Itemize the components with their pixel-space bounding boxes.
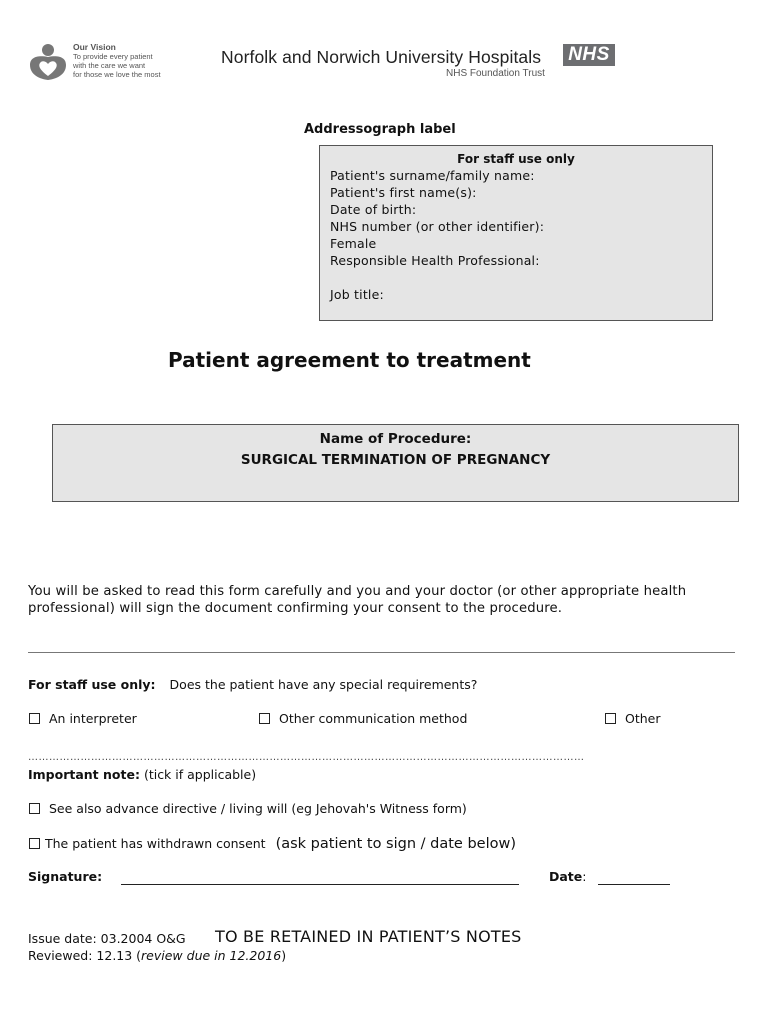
hospital-name: Norfolk and Norwich University Hospitals	[221, 47, 542, 67]
issue-date: Issue date: 03.2004 O&G	[28, 931, 186, 946]
page-title: Patient agreement to treatment	[168, 348, 531, 372]
special-requirements-question: Does the patient have any special requirements?	[169, 677, 478, 692]
dotted-separator: ……………………………………………………………………………………………………………………………………………	[28, 752, 585, 763]
addressograph-label: Addressograph label	[304, 122, 456, 137]
sex-field: Female	[330, 236, 377, 251]
divider	[28, 652, 735, 653]
interpreter-label: An interpreter	[49, 711, 137, 726]
important-note-hint: (tick if applicable)	[143, 767, 257, 782]
withdrawn-consent-label: The patient has withdrawn consent	[45, 836, 266, 851]
nhs-number-field: NHS number (or other identifier):	[330, 219, 545, 234]
job-title-field: Job title:	[330, 287, 384, 302]
review-due: review due in 12.2016	[141, 948, 282, 963]
advance-directive-checkbox[interactable]	[29, 803, 40, 814]
dob-field: Date of birth:	[330, 202, 417, 217]
reviewed-prefix: Reviewed: 12.13 (	[28, 948, 142, 963]
date-label: Date	[549, 869, 583, 884]
date-input-line[interactable]	[598, 869, 670, 885]
staff-use-label: For staff use only:	[28, 677, 156, 692]
other-communication-checkbox[interactable]	[259, 713, 270, 724]
staff-use-row	[28, 677, 477, 692]
signature-row	[28, 869, 102, 884]
procedure-label: Name of Procedure:	[319, 431, 472, 447]
withdrawn-consent-option[interactable]	[29, 836, 516, 852]
nhs-logo: NHS	[563, 44, 615, 66]
important-note	[28, 767, 256, 782]
other-checkbox[interactable]	[605, 713, 616, 724]
intro-text: You will be asked to read this form carefully and you and your doctor (or other appropriate health professional) will sign the document confirming your consent to the procedure.	[28, 584, 687, 616]
trust-name: NHS Foundation Trust	[446, 68, 545, 79]
vision-line: To provide every patient	[73, 52, 153, 61]
retention-note: TO BE RETAINED IN PATIENT’S NOTES	[215, 927, 522, 946]
signature-label: Signature:	[28, 869, 103, 884]
vision-line: for those we love the most	[73, 70, 161, 79]
other-communication-label: Other communication method	[279, 711, 468, 726]
date-row	[549, 869, 586, 884]
surname-field: Patient's surname/family name:	[330, 168, 535, 183]
withdrawn-consent-checkbox[interactable]	[29, 838, 40, 849]
reviewed-line	[28, 948, 286, 963]
vision-title: Our Vision	[73, 42, 116, 52]
other-option[interactable]	[605, 711, 661, 726]
reviewed-suffix: )	[281, 948, 287, 963]
procedure-box	[52, 424, 739, 502]
advance-directive-label: See also advance directive / living will (eg Jehovah's Witness form)	[49, 801, 467, 816]
interpreter-checkbox[interactable]	[29, 713, 40, 724]
advance-directive-option[interactable]	[29, 801, 467, 816]
withdrawn-consent-note: (ask patient to sign / date below)	[275, 836, 516, 852]
date-colon: :	[582, 869, 587, 884]
first-name-field: Patient's first name(s):	[330, 185, 477, 200]
people-heart-icon	[28, 43, 68, 81]
procedure-name: SURGICAL TERMINATION OF PREGNANCY	[240, 452, 551, 468]
addressograph-box	[319, 145, 713, 321]
important-note-label: Important note:	[28, 767, 140, 782]
vision-line: with the care we want	[73, 61, 146, 70]
other-label: Other	[625, 711, 661, 726]
responsible-professional-field: Responsible Health Professional:	[330, 253, 540, 268]
other-communication-option[interactable]	[259, 711, 467, 726]
interpreter-option[interactable]	[29, 711, 137, 726]
staff-use-heading: For staff use only	[457, 152, 575, 166]
signature-input-line[interactable]	[121, 869, 519, 885]
